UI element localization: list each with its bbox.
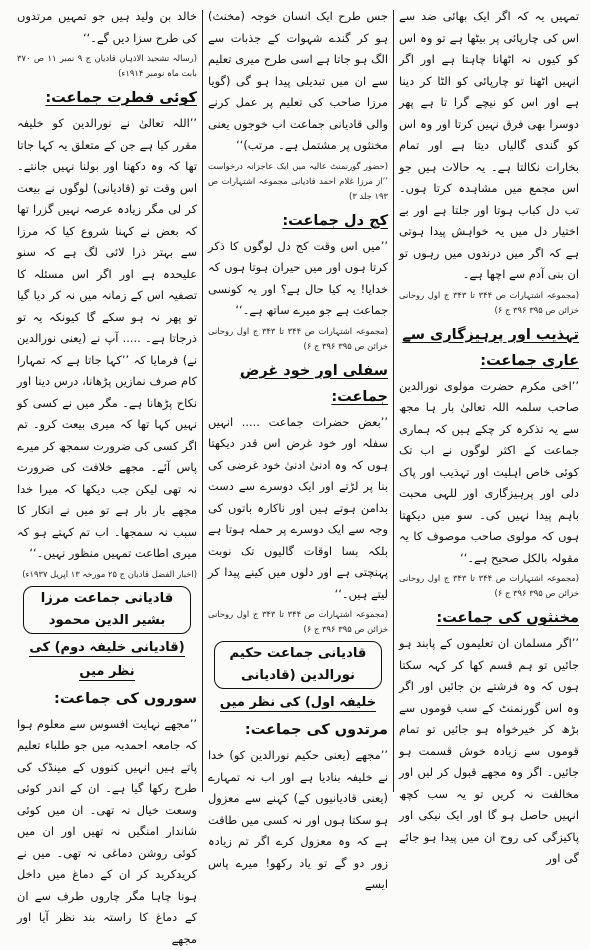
paragraph: ’’مجھے نہایت افسوس سے معلوم ہوا کہ جامعہ احمدیہ میں جو طلباء تعلیم پاتے ہیں انہیں کنووں کے مینڈک کی طرح رکھا گیا ہے۔ ان کے اندر کوئی وسعت خیال نہ تھی۔ ان میں کوئی شاندار امنگیں نہ تھیں اور ان میں کوئی روشن دماغی نہ تھی۔ میں نے کریدکرید کر ان کے دماغ میں داخل ہونا چاہا مگر چاروں طرف سے ان کے دماغ کا راستہ بند نظر آیا اور مجھے: [17, 714, 197, 950]
paragraph: ’’میں اس وقت کج دل لوگوں کا ذکر کرتا ہوں اور میں حیران ہوتا ہوں کہ خدایا! یہ کیا حال ہے؟ اور یہ کونسی جماعت ہے جو میرے ساتھ ہے۔‘‘: [208, 236, 388, 322]
boxed-section-title: قادیانی جماعت مرزا بشیر الدین محمود: [23, 586, 191, 634]
reference-note: (مجموعہ اشتہارات ص ۳۴۴ تا ۳۴۳ ج اول روحانی خزائن ص ۳۹۵ ۳۹۶ ج ۶): [399, 288, 579, 318]
paragraph: ’’اللہ تعالیٰ نے نورالدین کو خلیفہ مقرر کیا ہے جن کے متعلق یہ کہا جاتا تھا کہ وہ دکھنا اور بولنا نہیں جانتے۔ اس وقت تو (قادیانی) لوگوں نے بیعت کر لی مگر زیادہ عرصہ نہیں گزرا تھا کہ بعض نے کہنا شروع کیا کہ مرزا سے بہتر ذرا لائی لگ ہے کہ سنو علیحدہ ہے اور اگر اس مسئلہ کا تصفیہ اس کے زمانہ میں نہ کر دیا گیا تو پھر نہ ہو سکے گا کیونکہ یہ تو ذرجاتا ہے۔ ..... آپ نے (یعنی نورالدین نے) فرمایا کہ ’’کہا جاتا ہے کہ تمہارا کام صرف نمازیں پڑھانا، درس دینا اور نکاح پڑھانا ہے۔ مگر میں نے کسی کو نہیں کہا تھا کہ میری بیعت کرو۔ تم اگر کسی کی ضرورت سمجھ کر میرے پاس آئے۔ مجھے خلافت کی ضرورت نہ تھی لیکن جب دیکھا کہ میرا خدا مجھے بار بار ہے تو میں نے انکار کا سبب نہ سمجھا۔ اب تم کہتے ہو کہ میری اطاعت تمہیں منظور نہیں۔‘‘: [17, 113, 197, 565]
section-heading: تہذیب اور پرہیزگاری سے عاری جماعت:: [399, 322, 579, 374]
section-heading: مرتدوں کی جماعت:: [208, 717, 388, 743]
reference-note: (حضور گورنمنٹ عالیہ میں ایک عاجزانہ درخواست ’’از مرزا غلام احمد قادیانی مجموعہ اشتہارات ص ۱۹۳ جلد ۳): [208, 159, 388, 204]
section-heading: سوروں کی جماعت:: [17, 686, 197, 712]
reference-note: (مجموعہ اشتہارات ص ۳۴۴ تا ۳۴۳ ج اول روحانی خزائن ص ۳۹۵ ۳۹۶ ج ۶): [208, 607, 388, 637]
boxed-section-title: قادیانی جماعت حکیم نورالدین (قادیانی: [214, 641, 382, 689]
paragraph: ’’بعض حضرات جماعت ..... انہیں سفلہ اور خود غرض اس قدر دیکھتا ہوں کہ وہ ادنیٰ ادنیٰ خود غرضی کی بنا پر لڑتے اور ایک دوسرے سے دست بدامن ہوتے ہیں اور ناکارہ باتوں کی وجہ سے ایک دوسرے پر حملہ ہوتا ہے بلکہ بسا اوقات گالیوں تک نوبت پہنچتی ہے اور دلوں میں کینے پیدا کر لیتے ہیں۔‘‘: [208, 412, 388, 606]
column-right: [394, 6, 584, 796]
paragraph: خالد بن ولید ہیں جو تمہیں مرتدوں کی طرح سزا دیں گے۔‘‘: [17, 6, 197, 49]
reference-note: (اخبار الفضل قادیان ج ۲۵ مورخہ ۱۳ اپریل ۱۹۳۷ء): [17, 567, 197, 582]
section-heading: مخنثوں کی جماعت:: [399, 605, 579, 631]
column-left: [12, 6, 202, 796]
paragraph: تمہیں یہ کہ اگر ایک بھائی ضد سے اس کی چارپائی پر بیٹھا ہے تو وہ اس کو کیوں نہ اٹھانا چاہتا ہے اور اگر انہیں اٹھنا تو چارپائی کو الٹا کر دینا ہے اور اس کو نیچے گرا تا ہے پھر دوسرا بھی فرق نہیں کرتا اور وہ اس کو گندی گالیاں دیتا ہے اور تمام بخارات نکالتا ہے۔ یہ حالات ہیں جو اس مجمع میں مشاہدہ کرتا ہوں۔ تب دل کباب ہوتا اور جلتا ہے اور بے اختیار دل میں یہ خواہش پیدا ہوتی ہے کہ اگر میں درندوں میں رہوں تو ان بنی آدم سے اچھا ہے۔: [399, 6, 579, 286]
paragraph: ’’اگر مسلمان ان تعلیموں کے پابند ہو جائیں تو ہم قسم کھا کر کہہ سکتا ہوں کہ وہ فرشتے بن جائیں اور اگر وہ اس گورنمنٹ کے سب قوموں سے بڑھ کر خیرخواہ ہو جائیں تو تمام قوموں سے زیادہ خوش قسمت ہو جائیں۔ اگر وہ مجھے قبول کر لیں اور مخالفت نہ کریں تو یہ سب کچھ انہیں حاصل ہو گا اور ایک نیکی اور پاکیزگی کی روح ان میں پیدا ہو جائے گی اور: [399, 633, 579, 870]
section-heading: کوئی فطرت جماعت:: [17, 85, 197, 111]
paragraph: جس طرح ایک انسان خوجہ (مخنث) ہو کر گندے شہوات کے جذبات سے الگ ہو جاتا ہے اسی طرح میری تعلیم سے ان میں تبدیلی پیدا ہو گی (گویا مرزا صاحب کی تعلیم پر عمل کرنے والی قادیانی جماعت اب خوجوں یعنی مخنثوں پر مشتمل ہے۔ مرتب)‘‘: [208, 6, 388, 157]
column-middle: [203, 6, 393, 796]
section-heading: سفلی اور خود غرض جماعت:: [208, 358, 388, 410]
section-subtitle: [17, 636, 197, 684]
section-subtitle: [208, 691, 388, 715]
reference-note: (رسالہ تشحیذ الاذہان قادیان ج ۹ نمبر ۱۱ ص ۳۷۰ بابت ماہ نومبر ۱۹۱۴ء): [17, 51, 197, 81]
reference-note: (مجموعہ اشتہارات ص ۳۴۴ تا ۳۴۳ ج اول روحانی خزائن ص ۳۹۵ ۳۹۶ ج ۶): [208, 324, 388, 354]
reference-note: (مجموعہ اشتہارات ص ۳۴۴ تا ۳۴۳ ج اول روحانی خزائن ص ۳۹۵ ۳۹۶ ج ۶): [399, 571, 579, 601]
section-heading: کج دل جماعت:: [208, 208, 388, 234]
section-subtitle-text: (قادیانی خلیفہ دوم) کی نظر میں: [29, 640, 184, 681]
paragraph: ’’اخی مکرم حضرت مولوی نورالدین صاحب سلمہ اللہ تعالیٰ بار ہا مجھ سے یہ تذکرہ کر چکے ہیں کہ ہماری جماعت کے اکثر لوگوں نے اب تک کوئی خاص اہلیت اور تہذیب اور پاک دلی اور پرہیزگاری اور للہی محبت باہم پیدا نہیں کی۔ سو میں دیکھتا ہوں کہ مولوی صاحب موصوف کا یہ مقولہ بالکل صحیح ہے۔‘‘: [399, 376, 579, 570]
paragraph: ’’مجھے (یعنی حکیم نورالدین کو) خدا نے خلیفہ بنادیا ہے اور اب نہ تمہارے (یعنی قادیانیوں کے) کہنے سے معزول ہو سکتا ہوں اور نہ کسی میں طاقت ہے کہ وہ معزول کرے اگر تم زیادہ زور دو گے تو یاد رکھو! میرے پاس ایسے: [208, 745, 388, 896]
section-subtitle-text: خلیفہ اول) کی نظر میں: [220, 695, 376, 712]
